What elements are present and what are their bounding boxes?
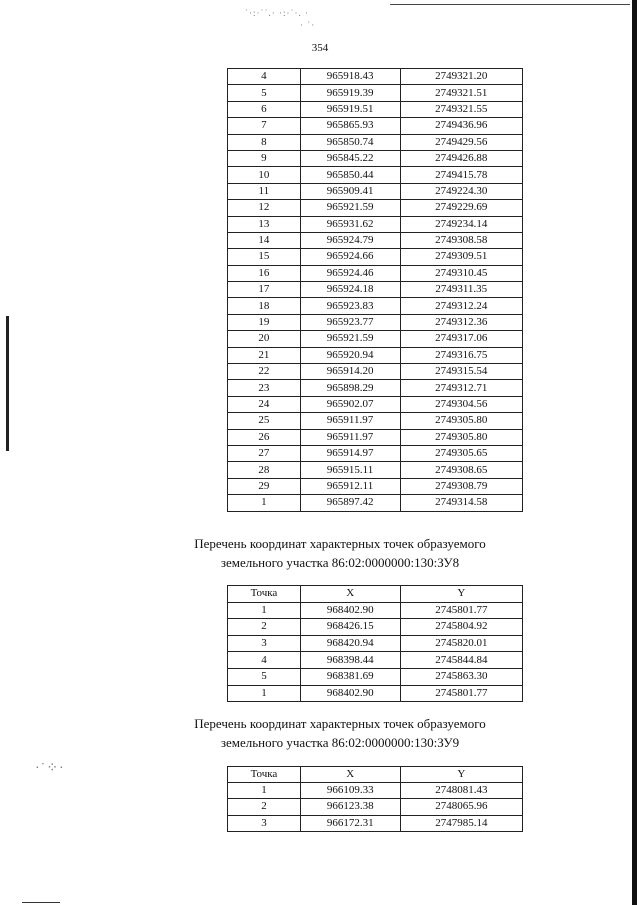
table-row	[228, 134, 523, 150]
cell-x: 965850.74	[300, 134, 400, 150]
header-x: X	[300, 767, 400, 783]
cell-point: 26	[228, 429, 301, 445]
header-y: Y	[400, 586, 522, 603]
table-row	[228, 396, 523, 412]
scan-margin-mark	[6, 316, 9, 451]
cell-point: 10	[228, 167, 301, 183]
cell-point: 23	[228, 380, 301, 396]
cell-point: 14	[228, 232, 301, 248]
header-x: X	[300, 586, 400, 603]
table-row	[228, 265, 523, 281]
cell-y: 2745863.30	[400, 668, 522, 685]
table-row	[228, 150, 523, 166]
cell-x: 965902.07	[300, 396, 400, 412]
cell-x: 965919.39	[300, 85, 400, 101]
table-caption-zu8	[150, 534, 530, 572]
table-row	[228, 216, 523, 232]
cell-point: 2	[228, 619, 301, 636]
table-row	[228, 685, 523, 702]
cell-y: 2749304.56	[400, 396, 523, 412]
table-row	[228, 118, 523, 134]
cell-point: 5	[228, 85, 301, 101]
cell-x: 965912.11	[300, 478, 400, 494]
cell-point: 9	[228, 150, 301, 166]
table-row	[228, 619, 523, 636]
table-row	[228, 799, 523, 815]
table-row	[228, 101, 523, 117]
cell-point: 13	[228, 216, 301, 232]
cell-point: 8	[228, 134, 301, 150]
cell-y: 2749311.35	[400, 282, 523, 298]
cell-y: 2745844.84	[400, 652, 522, 669]
cell-x: 968381.69	[300, 668, 400, 685]
table-row	[228, 635, 523, 652]
cell-y: 2749305.65	[400, 445, 523, 461]
cell-y: 2745801.77	[400, 602, 522, 619]
cell-x: 965921.59	[300, 331, 400, 347]
table-row	[228, 200, 523, 216]
coordinates-table-continued	[227, 68, 523, 512]
cell-y: 2749321.51	[400, 85, 523, 101]
cell-x: 966172.31	[300, 815, 400, 831]
cell-y: 2749316.75	[400, 347, 523, 363]
cell-point: 6	[228, 101, 301, 117]
caption-line: Перечень координат характерных точек образуемого	[194, 536, 486, 551]
table-row	[228, 445, 523, 461]
cell-x: 965931.62	[300, 216, 400, 232]
cell-x: 965920.94	[300, 347, 400, 363]
cell-x: 965914.97	[300, 445, 400, 461]
cell-y: 2749321.55	[400, 101, 523, 117]
cell-point: 17	[228, 282, 301, 298]
cell-y: 2749436.96	[400, 118, 523, 134]
cell-x: 968426.15	[300, 619, 400, 636]
cell-y: 2748065.96	[400, 799, 522, 815]
cell-y: 2749234.14	[400, 216, 523, 232]
scan-speckle: · ˙·	[300, 20, 316, 30]
cell-y: 2749314.58	[400, 495, 523, 511]
cell-point: 12	[228, 200, 301, 216]
cell-point: 2	[228, 799, 301, 815]
cell-y: 2749310.45	[400, 265, 523, 281]
header-point: Точка	[228, 767, 301, 783]
cell-y: 2747985.14	[400, 815, 522, 831]
cell-y: 2749308.58	[400, 232, 523, 248]
cell-point: 20	[228, 331, 301, 347]
cell-x: 965915.11	[300, 462, 400, 478]
cell-y: 2749321.20	[400, 69, 523, 85]
table-row	[228, 602, 523, 619]
page-number: 354	[311, 42, 329, 54]
coordinates-table-zu8	[227, 585, 523, 702]
table-row	[228, 429, 523, 445]
table-row	[228, 783, 523, 799]
cell-point: 7	[228, 118, 301, 134]
cell-point: 22	[228, 364, 301, 380]
cell-x: 965921.59	[300, 200, 400, 216]
cell-point: 4	[228, 652, 301, 669]
cell-y: 2749426.88	[400, 150, 523, 166]
cell-y: 2749312.36	[400, 314, 523, 330]
cell-x: 966109.33	[300, 783, 400, 799]
cell-x: 968420.94	[300, 635, 400, 652]
table-caption-zu9	[150, 714, 530, 752]
cell-x: 965919.51	[300, 101, 400, 117]
cell-point: 29	[228, 478, 301, 494]
cell-x: 965911.97	[300, 413, 400, 429]
cell-point: 3	[228, 635, 301, 652]
cell-x: 965924.18	[300, 282, 400, 298]
caption-line: Перечень координат характерных точек образуемого	[194, 716, 486, 731]
cell-point: 25	[228, 413, 301, 429]
table-row	[228, 413, 523, 429]
table-row	[228, 331, 523, 347]
cell-y: 2749305.80	[400, 429, 523, 445]
cell-x: 965845.22	[300, 150, 400, 166]
cell-point: 15	[228, 249, 301, 265]
cell-x: 965918.43	[300, 69, 400, 85]
cell-y: 2749415.78	[400, 167, 523, 183]
cell-point: 3	[228, 815, 301, 831]
cell-point: 1	[228, 783, 301, 799]
cell-x: 968402.90	[300, 685, 400, 702]
coordinates-table-zu9	[227, 766, 523, 832]
cell-x: 965924.46	[300, 265, 400, 281]
table-row	[228, 85, 523, 101]
cell-point: 24	[228, 396, 301, 412]
cell-y: 2749312.71	[400, 380, 523, 396]
table-row	[228, 478, 523, 494]
scan-speckle: ˙·:·˙˙.· ·:·˙·. ·	[245, 8, 309, 18]
table-row	[228, 298, 523, 314]
cell-x: 968402.90	[300, 602, 400, 619]
cell-y: 2745820.01	[400, 635, 522, 652]
cell-y: 2749317.06	[400, 331, 523, 347]
cell-point: 5	[228, 668, 301, 685]
table-row	[228, 167, 523, 183]
cell-y: 2749315.54	[400, 364, 523, 380]
table-row	[228, 249, 523, 265]
cell-y: 2749309.51	[400, 249, 523, 265]
cell-y: 2749229.69	[400, 200, 523, 216]
header-y: Y	[400, 767, 522, 783]
scan-edge-bar	[632, 0, 637, 905]
cell-y: 2749224.30	[400, 183, 523, 199]
cell-y: 2748081.43	[400, 783, 522, 799]
cell-x: 965898.29	[300, 380, 400, 396]
header-point: Точка	[228, 586, 301, 603]
cell-y: 2749308.79	[400, 478, 523, 494]
cell-point: 28	[228, 462, 301, 478]
table-row	[228, 183, 523, 199]
cell-point: 4	[228, 69, 301, 85]
cell-y: 2749308.65	[400, 462, 523, 478]
table-row	[228, 347, 523, 363]
table-row	[228, 364, 523, 380]
scan-top-line	[390, 4, 630, 5]
cell-x: 965897.42	[300, 495, 400, 511]
cell-x: 965923.83	[300, 298, 400, 314]
table-row	[228, 462, 523, 478]
caption-line: земельного участка 86:02:0000000:130:ЗУ8	[220, 555, 460, 570]
scan-bottom-line	[22, 902, 60, 903]
cell-x: 965850.44	[300, 167, 400, 183]
caption-line: земельного участка 86:02:0000000:130:ЗУ9	[220, 735, 460, 750]
cell-x: 965924.79	[300, 232, 400, 248]
cell-y: 2745801.77	[400, 685, 522, 702]
table-row	[228, 495, 523, 511]
cell-y: 2745804.92	[400, 619, 522, 636]
table-row	[228, 69, 523, 85]
table-row	[228, 232, 523, 248]
scan-speckle: ·˙⁘·	[35, 761, 65, 776]
cell-x: 965923.77	[300, 314, 400, 330]
cell-y: 2749312.24	[400, 298, 523, 314]
table-row	[228, 314, 523, 330]
cell-point: 21	[228, 347, 301, 363]
cell-point: 1	[228, 495, 301, 511]
table-row	[228, 282, 523, 298]
cell-y: 2749429.56	[400, 134, 523, 150]
table-row	[228, 652, 523, 669]
cell-point: 19	[228, 314, 301, 330]
cell-point: 27	[228, 445, 301, 461]
cell-point: 11	[228, 183, 301, 199]
cell-x: 966123.38	[300, 799, 400, 815]
cell-point: 1	[228, 685, 301, 702]
cell-x: 965914.20	[300, 364, 400, 380]
cell-point: 18	[228, 298, 301, 314]
cell-point: 1	[228, 602, 301, 619]
table-row	[228, 380, 523, 396]
cell-x: 965865.93	[300, 118, 400, 134]
table-row	[228, 668, 523, 685]
cell-x: 968398.44	[300, 652, 400, 669]
cell-x: 965924.66	[300, 249, 400, 265]
cell-y: 2749305.80	[400, 413, 523, 429]
table-row	[228, 815, 523, 831]
cell-x: 965911.97	[300, 429, 400, 445]
cell-point: 16	[228, 265, 301, 281]
cell-x: 965909.41	[300, 183, 400, 199]
